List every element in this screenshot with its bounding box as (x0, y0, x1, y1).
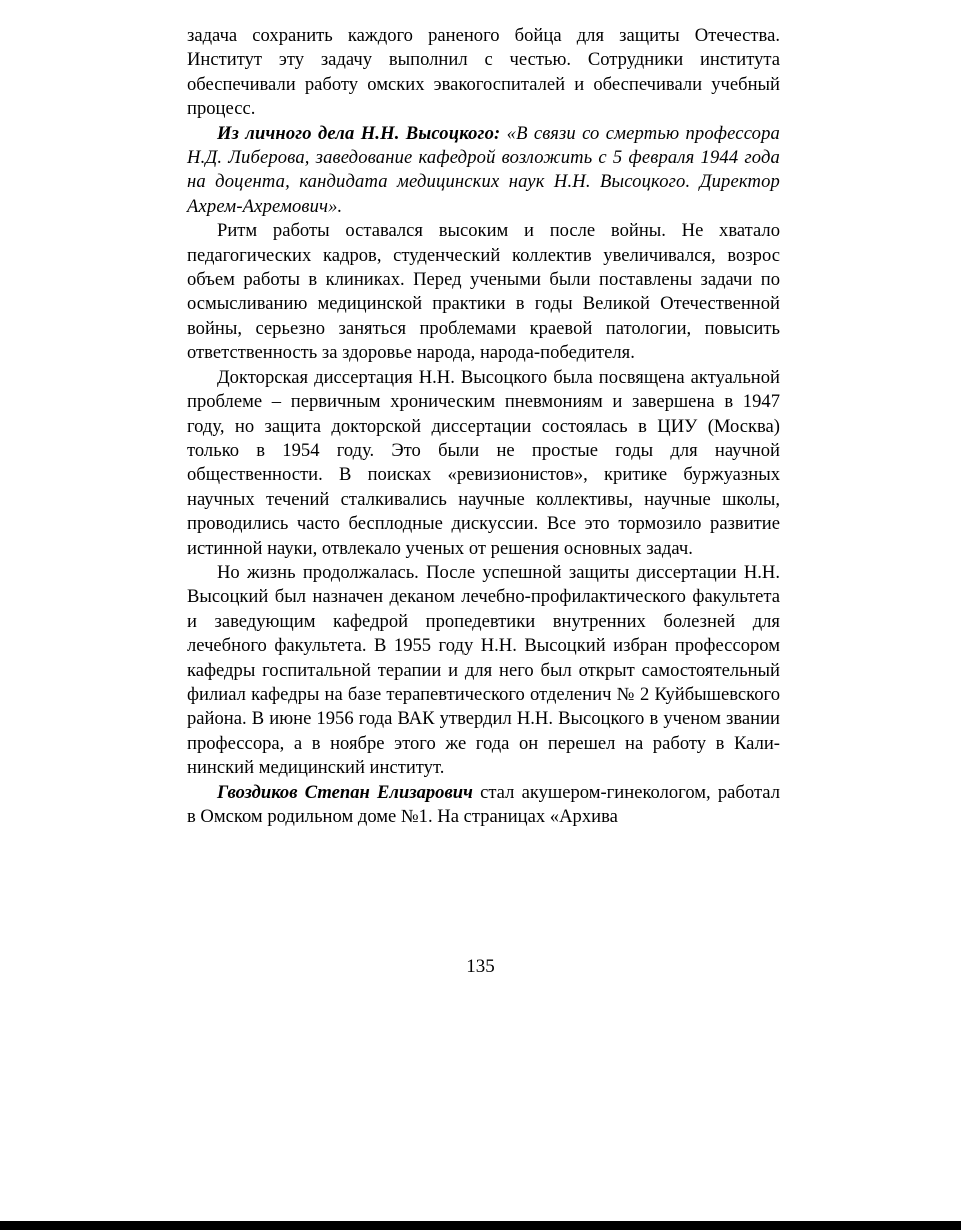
page-body (187, 24, 780, 829)
paragraph-continuation (187, 24, 780, 122)
paragraph-text: «В связи со смертью профессора Н.Д. Либерова, заведование кафедрой возложить с 5 февраля 1944 года на доцента, кандидата медицинских наук Н.Н. Высоцкого. Директор Ахрем-Ахремович». (187, 122, 780, 217)
paragraph-lead: Из личного дела Н.Н. Высоцкого: (217, 122, 501, 144)
paragraph (187, 561, 780, 781)
paragraph (187, 219, 780, 365)
paragraph-text: задача сохранить каждого раненого бойца для защиты Отечества. Институт эту задачу выполнил с честью. Сотрудники института обеспечивали работу омских эвакогоспиталей и обеспечивали учебный процесс. (187, 25, 780, 120)
paragraph (187, 366, 780, 561)
paragraph-text: Докторская диссертация Н.Н. Высоцкого была посвящена актуальной проблеме – первичным хроническим пневмониям и завершена в 1947 году, но защита докторской диссертации состоялась в ЦИУ (Москва) только в 1954 году. Это были не простые годы для научной общественности. В поисках «ревизионистов», критике буржуазных научных течений сталкивались научные коллективы, научные школы, проводились часто бесплодные дискуссии. Все это тормозило развитие истинной науки, отвлекало ученых от решения основных задач. (187, 366, 780, 559)
paragraph-quote (187, 122, 780, 220)
paragraph-text: Ритм работы оставался высоким и после войны. Не хватало педагогических кадров, студенческий коллектив увеличивался, возрос объем работы в клиниках. Перед учеными были поставлены задачи по осмысливанию медицинской практики в годы Великой Отечественной войны, серьезно заняться проблемами краевой патологии, повысить ответственность за здоровье народа, народа-победителя. (187, 220, 780, 364)
scan-bottom-edge (0, 1221, 961, 1230)
paragraph-text: стал акушером-гинекологом, работал в Омском родильном доме №1. На страницах «Архива (187, 781, 780, 827)
paragraph-text: Но жизнь продолжалась. После успешной защиты диссертации Н.Н. Высоцкий был назначен деканом лечебно-профилактического факультета и заведующим кафедрой пропедевтики внутренних болезней для лечебного факультета. В 1955 году Н.Н. Высоцкий избран профессором кафедры госпитальной терапии и для него был открыт самостоятельный филиал кафедры на базе терапевтического отделенич № 2 Куйбышевского района. В июне 1956 года ВАК утвердил Н.Н. Высоцкого в ученом звании профессора, а в ноябре этого же года он перешел на работу в Калининский медицинский институт. (187, 561, 780, 779)
paragraph-lead: Гвоздиков Степан Елизарович (217, 781, 473, 803)
paragraph (187, 781, 780, 830)
page-number: 135 (466, 956, 495, 977)
